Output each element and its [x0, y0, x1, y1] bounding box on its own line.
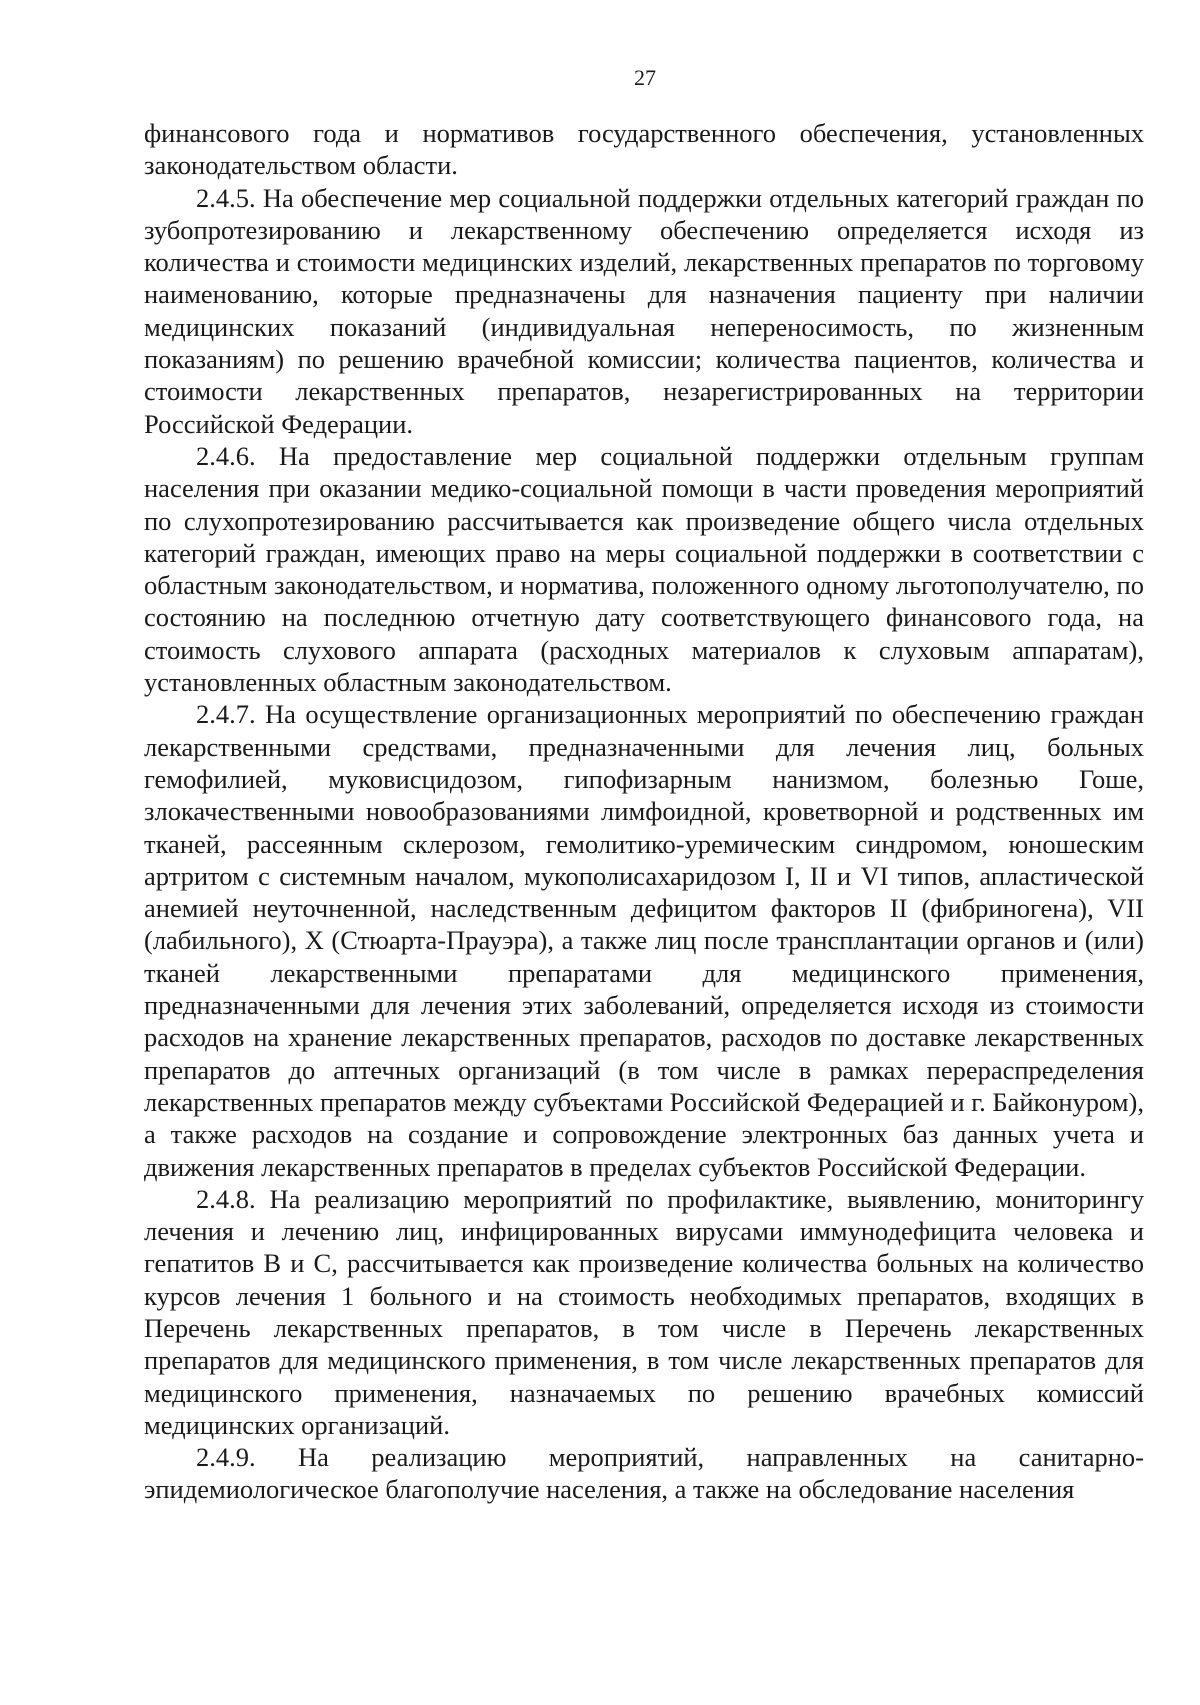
paragraph-continuation: финансового года и нормативов государственного обеспечения, установленных законодательством области.	[144, 118, 1144, 181]
paragraph-2-4-5: 2.4.5. На обеспечение мер социальной поддержки отдельных категорий граждан по зубопротезированию и лекарственному обеспечению определяется исходя из количества и стоимости медицинских изделий, лекарственных препаратов по торговому наименованию, которые предназначены для назначения пациенту при наличии медицинских показаний (индивидуальная непереносимость, по жизненным показаниям) по решению врачебной комиссии; количества пациентов, количества и стоимости лекарственных препаратов, незарегистрированных на территории Российской Федерации.	[144, 182, 1144, 439]
document-body	[144, 117, 1144, 1506]
paragraph-2-4-6: 2.4.6. На предоставление мер социальной поддержки отдельным группам населения при оказании медико-социальной помощи в части проведения мероприятий по слухопротезированию рассчитывается как произведение общего числа отдельных категорий граждан, имеющих право на меры социальной поддержки в соответствии с областным законодательством, и норматива, положенного одному льготополучателю, по состоянию на последнюю отчетную дату соответствующего финансового года, на стоимость слухового аппарата (расходных материалов к слуховым аппаратам), установленных областным законодательством.	[144, 440, 1144, 698]
page-number: 27	[634, 65, 656, 90]
paragraph-2-4-7: 2.4.7. На осуществление организационных мероприятий по обеспечению граждан лекарственными средствами, предназначенными для лечения лиц, больных гемофилией, муковисцидозом, гипофизарным нанизмом, болезнью Гоше, злокачественными новообразованиями лимфоидной, кроветворной и родственных им тканей, рассеянным склерозом, гемолитико-уремическим синдромом, юношеским артритом с системным началом, мукополисахаридозом I, II и VI типов, апластической анемией неуточненной, наследственным дефицитом факторов II (фибриногена), VII (лабильного), X (Стюарта-Прауэра), а также лиц после трансплантации органов и (или) тканей лекарственными препаратами для медицинского применения, предназначенными для лечения этих заболеваний, определяется исходя из стоимости расходов на хранение лекарственных препаратов, расходов по доставке лекарственных препаратов до аптечных организаций (в том числе в рамках перераспределения лекарственных препаратов между субъектами Российской Федерацией и г. Байконуром), а также расходов на создание и сопровождение электронных баз данных учета и движения лекарственных препаратов в пределах субъектов Российской Федерации.	[144, 699, 1144, 1182]
paragraph-2-4-8: 2.4.8. На реализацию мероприятий по профилактике, выявлению, мониторингу лечения и лечению лиц, инфицированных вирусами иммунодефицита человека и гепатитов В и С, рассчитывается как произведение количества больных на количество курсов лечения 1 больного и на стоимость необходимых препаратов, входящих в Перечень лекарственных препаратов, в том числе в Перечень лекарственных препаратов для медицинского применения, в том числе лекарственных препаратов для медицинского применения, назначаемых по решению врачебных комиссий медицинских организаций.	[144, 1183, 1144, 1440]
paragraph-2-4-9: 2.4.9. На реализацию мероприятий, направленных на санитарно-эпидемиологическое благополучие населения, а также на обследование населения	[144, 1442, 1144, 1505]
